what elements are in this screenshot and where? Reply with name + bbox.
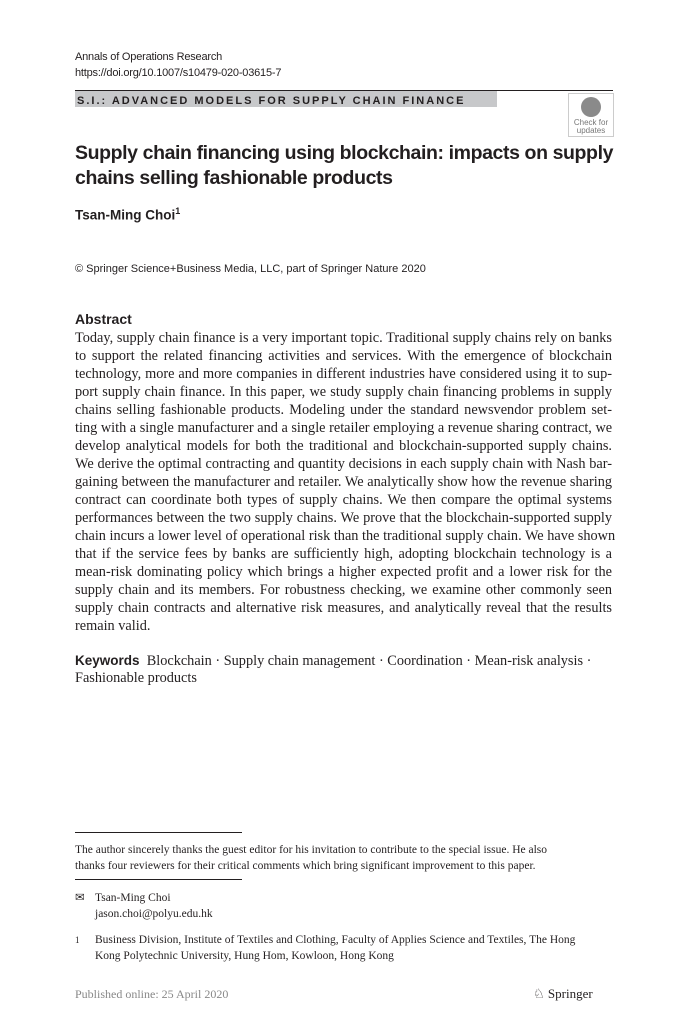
abstract-body bbox=[75, 329, 616, 635]
title-line: chains selling fashionable products bbox=[75, 167, 393, 189]
affiliation-line: Kong Polytechnic University, Hung Hom, Kowloon, Hong Kong bbox=[95, 950, 394, 962]
header-rule bbox=[497, 90, 613, 91]
abstract-line: supply chain contracts and alternative risk measures, and analytically reveal that the results bbox=[75, 600, 612, 616]
affiliation bbox=[75, 932, 612, 964]
check-updates-text: updates bbox=[576, 126, 606, 135]
abstract-line: We derive the optimal contracting and quantity decisions in each supply chain with Nash bar- bbox=[75, 456, 612, 472]
check-for-updates-badge[interactable] bbox=[568, 93, 614, 137]
copyright: © Springer Science+Business Media, LLC, part of Springer Nature 2020 bbox=[75, 263, 426, 275]
paper-title bbox=[75, 141, 613, 191]
abstract-line: to support the related financing activities and services. With the emergence of blockchain bbox=[75, 348, 612, 364]
corr-email[interactable]: jason.choi@polyu.edu.hk bbox=[95, 908, 213, 920]
abstract-line: develop analytical models for both the traditional and blockchain-supported supply chains. bbox=[75, 438, 612, 454]
corr-name: Tsan-Ming Choi bbox=[95, 892, 171, 904]
section-label: S.I.: ADVANCED MODELS FOR SUPPLY CHAIN FINANCE bbox=[77, 95, 466, 107]
keywords-label: Keywords bbox=[75, 653, 140, 668]
acknowledgement bbox=[75, 842, 612, 874]
abstract-line: technology, more and more companies in different industries have considered using it to sup- bbox=[75, 366, 612, 382]
abstract-line: gaining between the manufacturer and retailer. We analytically show how the revenue sharing bbox=[75, 474, 612, 490]
bookmark-icon bbox=[581, 97, 601, 117]
affiliation-mark: 1 bbox=[75, 935, 80, 945]
springer-logo bbox=[533, 986, 593, 1002]
abstract-line: supply chain and its members. For robustness checking, we examine other commonly seen bbox=[75, 582, 612, 598]
footnote-rule bbox=[75, 879, 242, 880]
envelope-icon: ✉ bbox=[75, 892, 85, 904]
ack-line: The author sincerely thanks the guest editor for his invitation to contribute to the special issue. He also bbox=[75, 844, 548, 856]
keywords bbox=[75, 652, 612, 687]
author bbox=[75, 206, 180, 223]
affiliation-mark: 1 bbox=[175, 206, 181, 216]
author-name: Tsan-Ming Choi bbox=[75, 207, 176, 223]
ack-line: thanks four reviewers for their critical comments which bring significant improvement to this paper. bbox=[75, 860, 536, 872]
abstract-line: chains selling fashionable products. Modeling under the standard newsvendor problem set- bbox=[75, 402, 612, 418]
title-line: Supply chain financing using blockchain: impacts on supply bbox=[75, 142, 614, 164]
doi-link[interactable]: https://doi.org/10.1007/s10479-020-03615-7 bbox=[75, 67, 282, 79]
abstract-line: mean-risk dominating policy which brings a higher expected profit and a lower risk for the bbox=[75, 564, 612, 580]
abstract-line: Today, supply chain finance is a very important topic. Traditional supply chains rely on banks bbox=[75, 330, 612, 346]
published-date: Published online: 25 April 2020 bbox=[75, 987, 229, 1001]
abstract-line: ting with a single manufacturer and a single retailer employing a revenue sharing contract, we bbox=[75, 420, 613, 436]
abstract-line: chain incurs a lower level of operational risk than the traditional supply chain. We have shown bbox=[75, 528, 616, 544]
knight-icon: ♘ bbox=[533, 986, 545, 1001]
abstract-line: contract can coordinate both types of supply chains. We then compare the optimal systems bbox=[75, 492, 612, 508]
abstract-line: performances between the two supply chains. We prove that the blockchain-supported supply bbox=[75, 510, 612, 526]
correspondence bbox=[75, 890, 213, 922]
abstract-heading: Abstract bbox=[75, 311, 132, 327]
abstract-line: that if the service fees by banks are sufficiently high, adopting blockchain technology is a bbox=[75, 546, 612, 562]
keywords-list: Blockchain · Supply chain management · Coordination · Mean-risk analysis · bbox=[146, 653, 592, 669]
publisher-name: Springer bbox=[547, 986, 593, 1001]
affiliation-line: Business Division, Institute of Textiles and Clothing, Faculty of Applies Science and Textiles, The Hong bbox=[95, 934, 576, 946]
abstract-line: remain valid. bbox=[75, 618, 151, 634]
abstract-line: port supply chain finance. In this paper, we study supply chain financing problems in supply bbox=[75, 384, 612, 400]
journal-name: Annals of Operations Research bbox=[75, 51, 223, 63]
check-updates-text: Check for bbox=[573, 118, 609, 127]
keywords-list: Fashionable products bbox=[75, 670, 197, 686]
section-band bbox=[75, 90, 497, 107]
footnote-rule bbox=[75, 832, 242, 833]
